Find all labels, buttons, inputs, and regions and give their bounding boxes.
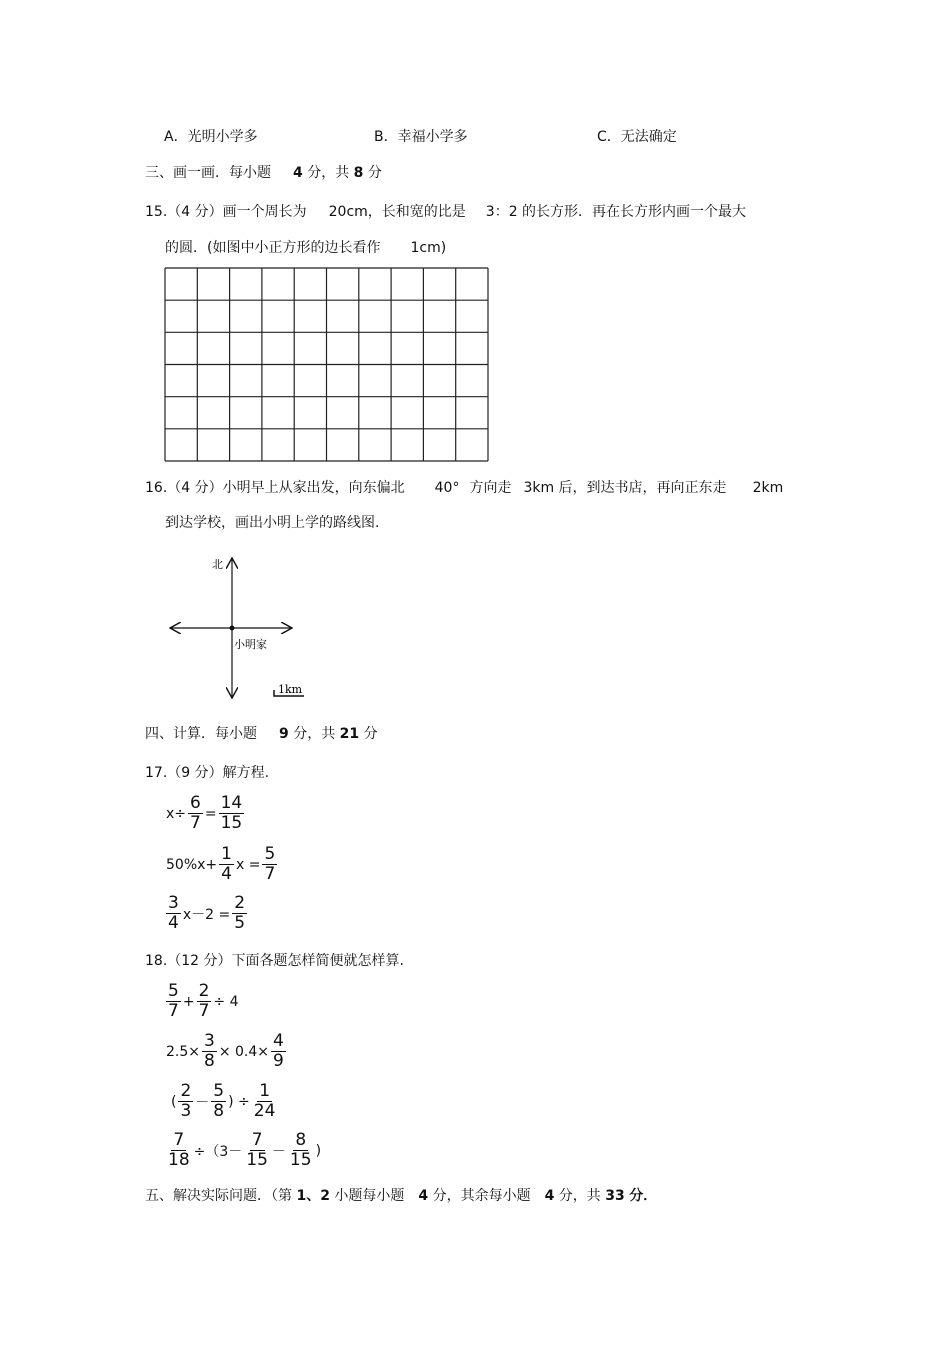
expression-3: ( $\frac{2}{3}$ － $\frac{5}{8}$ ) ÷ $\frac{1}{24}$	[171, 1081, 276, 1121]
equation-1: x÷ $\frac{6}{7}$ = $\frac{14}{15}$	[166, 793, 243, 833]
question-16-line-2: 到达学校，画出小明上学的路线图.	[165, 515, 380, 531]
question-15-line-2: 的圆．(如图中小正方形的边长看作 1cm)	[165, 240, 447, 256]
scale-label: 1km	[278, 683, 303, 696]
square-grid	[164, 267, 489, 462]
expression-2: 2.5× $\frac{3}{8}$ × 0.4× $\frac{4}{9}$	[166, 1031, 284, 1071]
section-5-heading: 五、解决实际问题．（第 1、2 小题每小题 4 分，其余每小题 4 分，共 33 分．	[145, 1188, 658, 1204]
question-16-line-1: 16.（4 分）小明早上从家出发，向东偏北 40° 方向走 3km 后，到达书店，再向正东走 2km	[145, 480, 784, 496]
expression-1: $\frac{5}{7}$ + $\frac{2}{7}$ ÷ 4	[168, 981, 239, 1021]
home-label: 小明家	[234, 638, 267, 651]
question-18-title: 18.（12 分）下面各题怎样简便就怎样算.	[145, 953, 404, 969]
equation-3: $\frac{3}{4}$ x－2 = $\frac{2}{5}$	[168, 893, 246, 933]
equation-2: 50%x+ $\frac{1}{4}$ x = $\frac{5}{7}$	[166, 844, 276, 884]
direction-diagram	[164, 550, 304, 702]
home-point	[230, 626, 235, 631]
section-4-heading: 四、计算．每小题 9 分，共 21 分	[145, 726, 378, 742]
question-17-title: 17.（9 分）解方程.	[145, 765, 270, 781]
section-3-heading: 三、画一画．每小题 4 分，共 8 分	[145, 165, 382, 181]
question-15-line-1: 15.（4 分）画一个周长为 20cm，长和宽的比是 3：2 的长方形．再在长方形内画一个最大	[145, 204, 747, 220]
option-c: C．无法确定	[597, 129, 677, 145]
option-b: B．幸福小学多	[374, 129, 468, 145]
option-a: A．光明小学多	[164, 129, 258, 145]
north-label: 北	[212, 558, 223, 571]
expression-4: $\frac{7}{18}$ ÷（3－ $\frac{7}{15}$ － $\frac{8}{15}$ )	[168, 1130, 322, 1170]
